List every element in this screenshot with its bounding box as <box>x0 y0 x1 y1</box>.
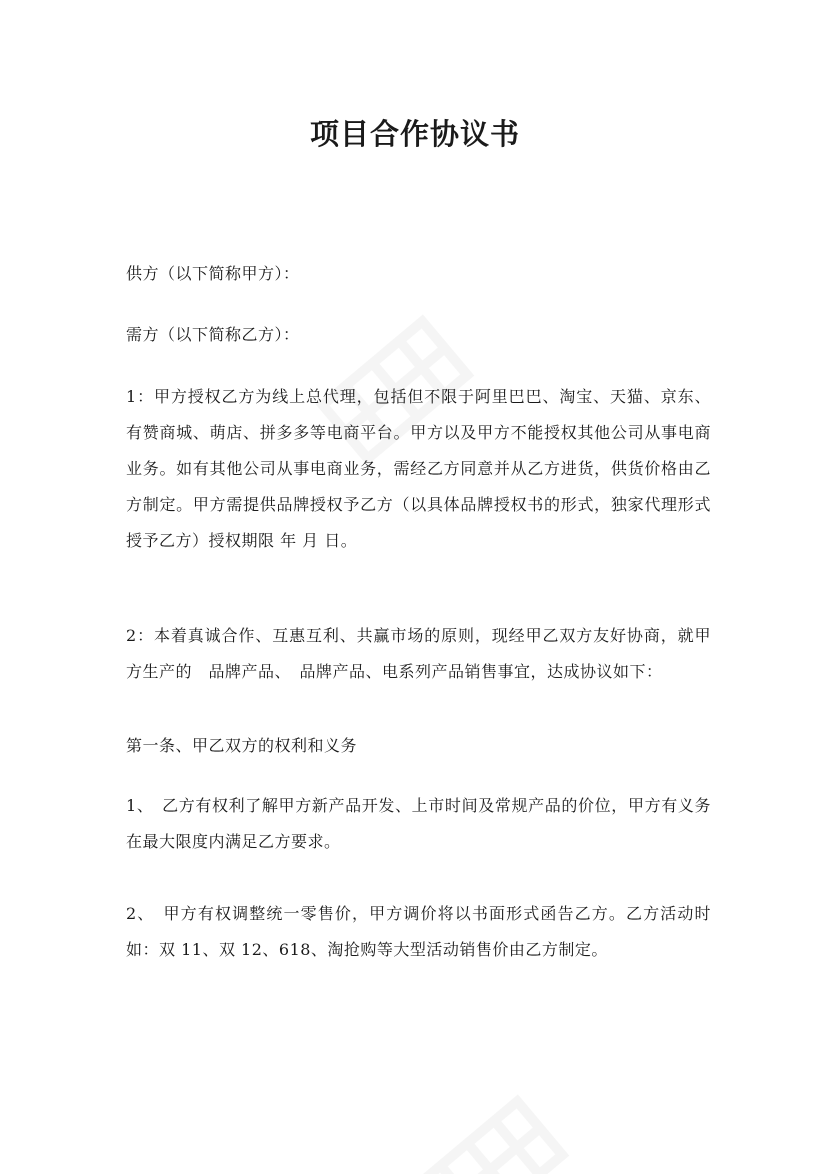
clause-2-paragraph: 2：本着真诚合作、互惠互利、共赢市场的原则，现经甲乙双方友好协商，就甲方生产的 品牌产品、 品牌产品、电系列产品销售事宜，达成协议如下： <box>126 626 711 681</box>
article-1-heading: 第一条、甲乙双方的权利和义务 <box>126 736 358 755</box>
buyer-line: 需方（以下简称乙方）： <box>126 325 300 344</box>
watermark-seal-icon <box>400 1080 580 1174</box>
document-title: 项目合作协议书 <box>309 117 520 151</box>
clause-1-paragraph: 1：甲方授权乙方为线上总代理，包括但不限于阿里巴巴、淘宝、天猫、京东、有赞商城、萌店、拼多多等电商平台。甲方以及甲方不能授权其他公司从事电商业务。如有其他公司从事电商业务，需经乙方同意并从乙方进货，供货价格由乙方制定。甲方需提供品牌授权予乙方（以具体品牌授权书的形式，独家代理形式授予乙方）授权期限 年 月 日。 <box>126 387 711 550</box>
supplier-line: 供方（以下简称甲方）： <box>126 264 300 283</box>
article-1-item-2: 2、 甲方有权调整统一零售价，甲方调价将以书面形式函告乙方。乙方活动时如：双 11、双 12、618、淘抢购等大型活动销售价由乙方制定。 <box>126 904 711 959</box>
article-1-item-1: 1、 乙方有权利了解甲方新产品开发、上市时间及常规产品的价位，甲方有义务在最大限度内满足乙方要求。 <box>126 796 711 851</box>
